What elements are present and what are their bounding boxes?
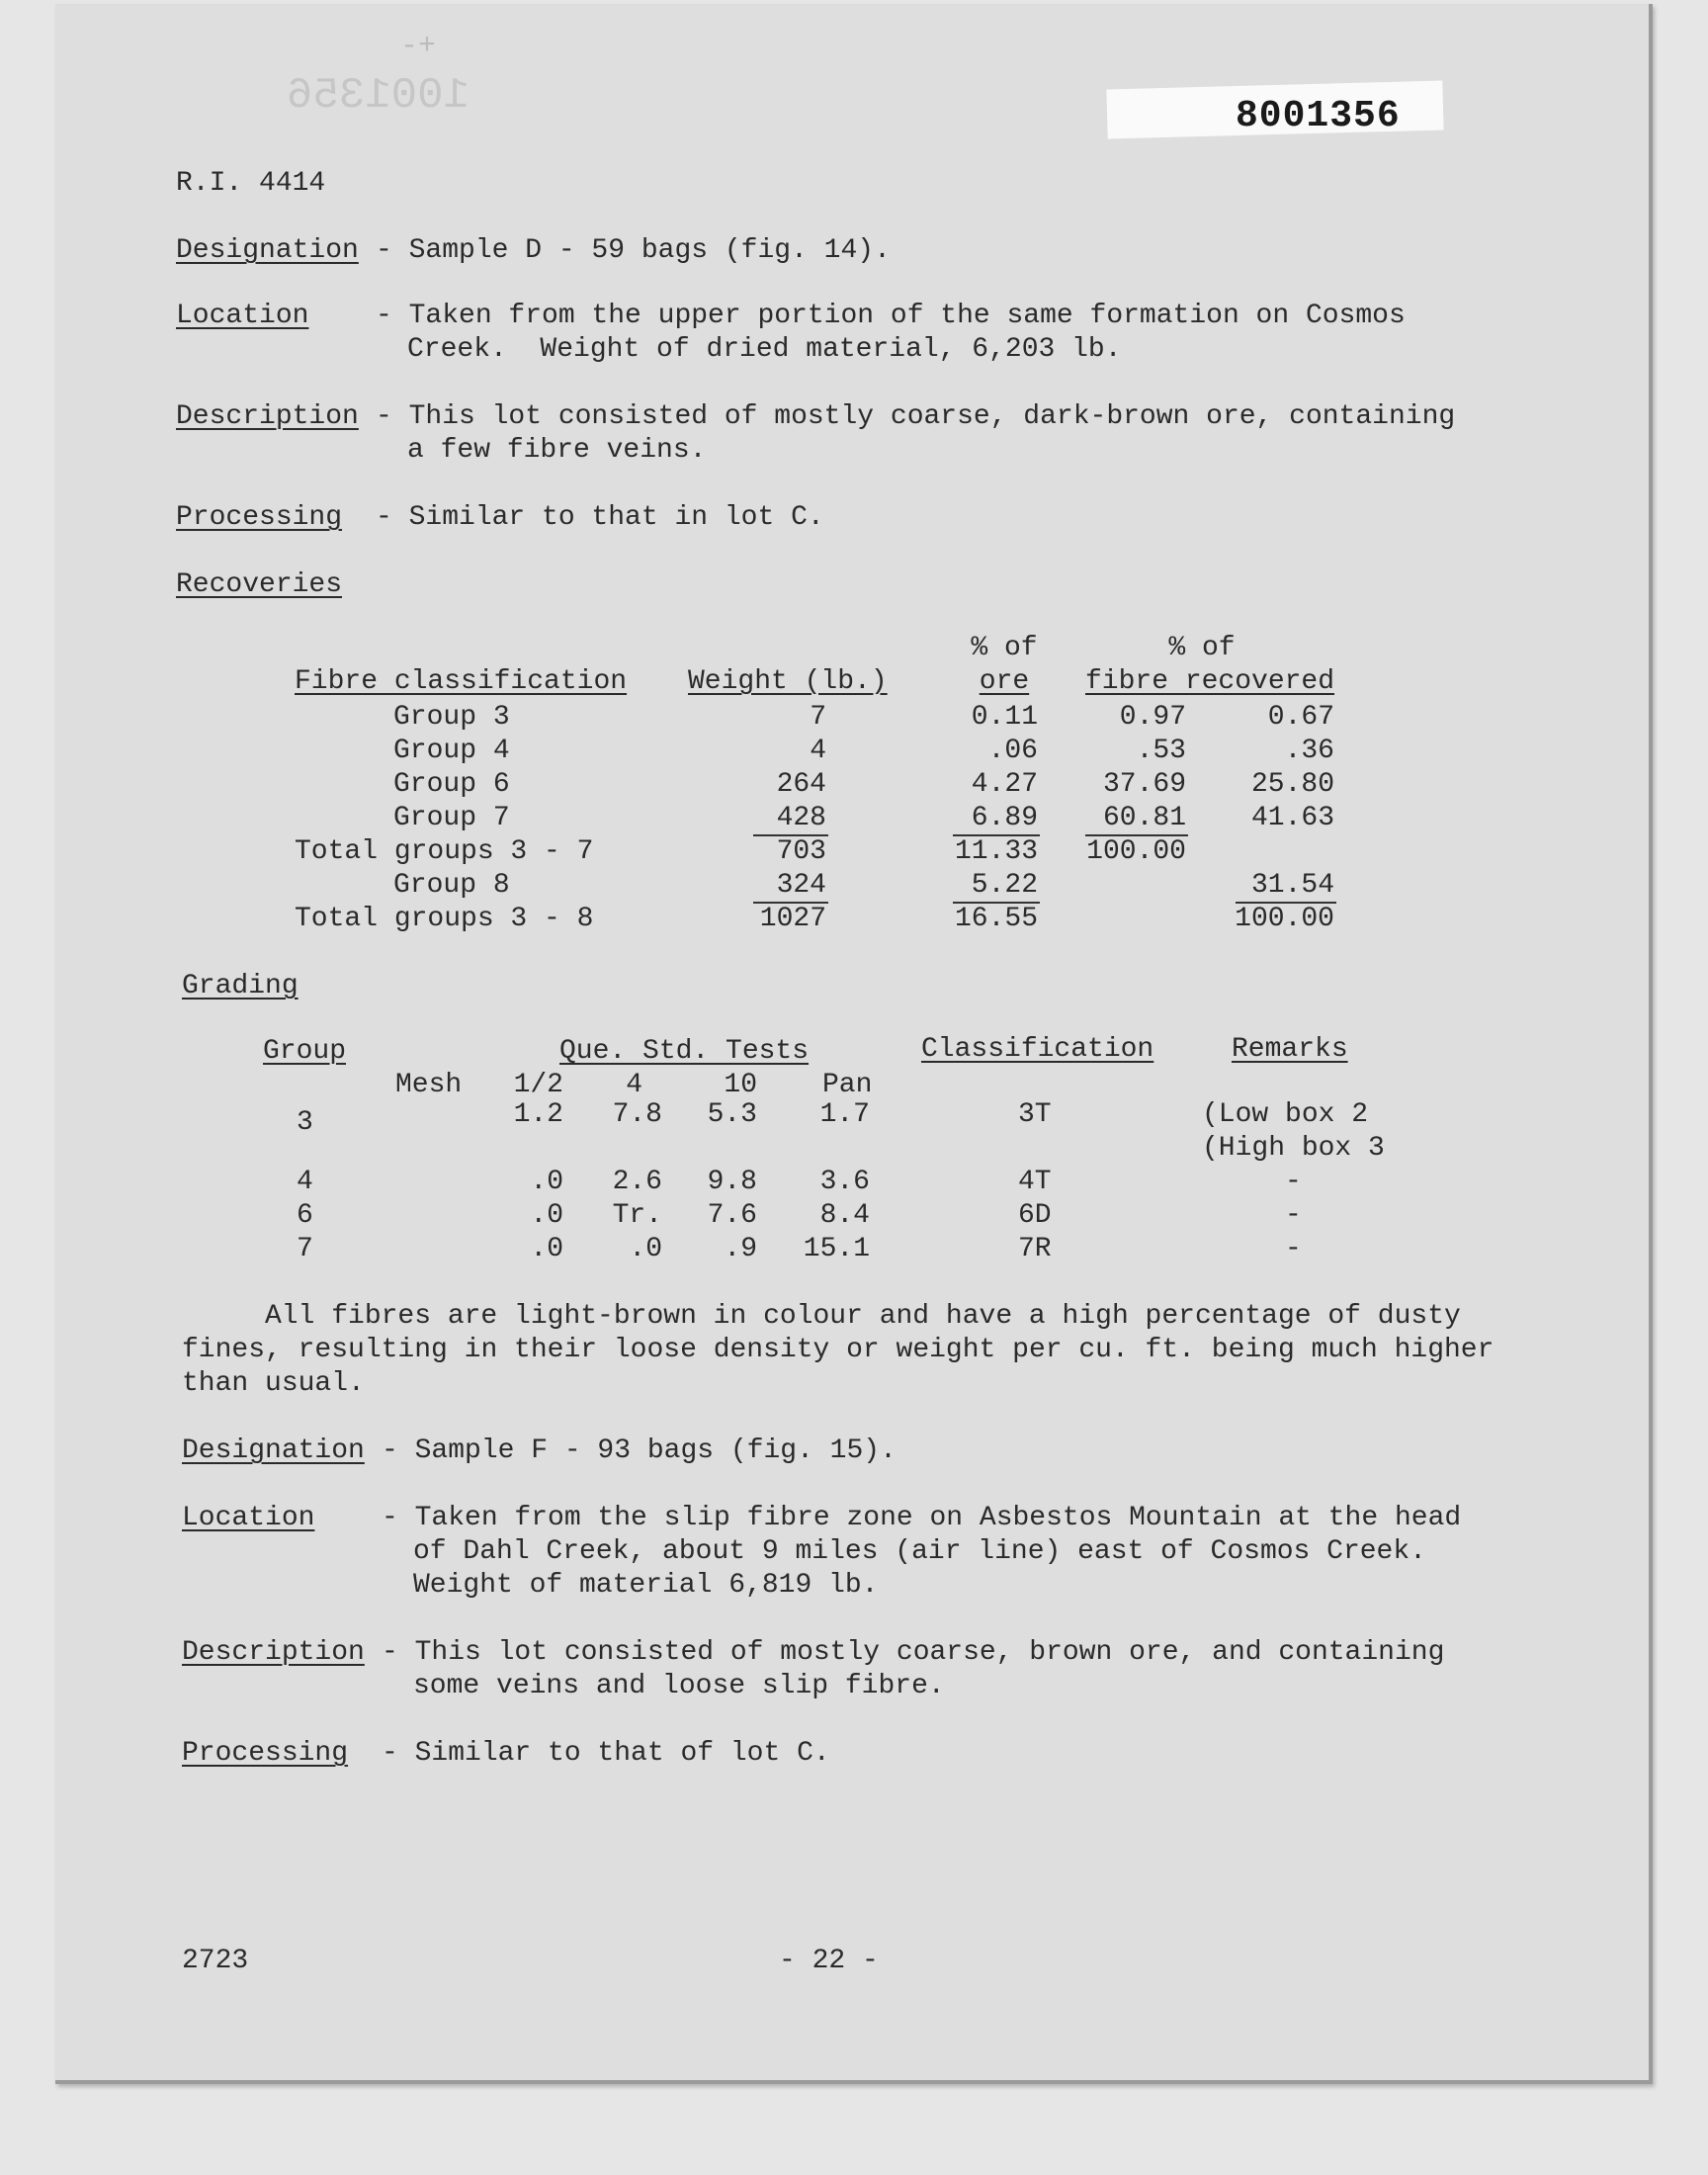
- designation-text: - Sample D - 59 bags (fig. 14).: [376, 235, 891, 266]
- processing-label: Processing: [176, 502, 343, 533]
- table-cell: 0.67: [1267, 702, 1334, 733]
- description-text: - This lot consisted of mostly coarse, brown ore, and containing: [382, 1637, 1445, 1668]
- table-cell: 31.54: [1250, 870, 1334, 901]
- description-text: some veins and loose slip fibre.: [413, 1671, 945, 1701]
- pct-fibre-header: fibre recovered: [1085, 666, 1335, 697]
- table-cell: .0: [530, 1234, 563, 1264]
- remark-text: -: [1285, 1167, 1302, 1197]
- description-text: a few fibre veins.: [407, 435, 707, 466]
- table-cell: 7.6: [707, 1200, 757, 1231]
- pct-ore-header: ore: [979, 666, 1030, 697]
- processing-label: Processing: [182, 1738, 349, 1769]
- page-number: - 22 -: [779, 1946, 879, 1976]
- table-cell: 1.7: [819, 1099, 870, 1130]
- table-cell: 428: [776, 803, 826, 833]
- table-cell: 8.4: [819, 1200, 870, 1231]
- table-cell: 5.22: [971, 870, 1038, 901]
- group-header: Group: [263, 1036, 347, 1067]
- location-label: Location: [182, 1503, 315, 1533]
- table-cell: 37.69: [1102, 769, 1186, 800]
- remark-text: (High box 3: [1202, 1133, 1385, 1164]
- footer-code: 2723: [182, 1946, 249, 1976]
- table-cell: .0: [629, 1234, 662, 1264]
- processing-text: - Similar to that of lot C.: [382, 1738, 830, 1769]
- description-label: Description: [182, 1637, 365, 1668]
- mesh-header: Mesh: [395, 1070, 463, 1100]
- table-cell: .36: [1284, 736, 1334, 766]
- location-text: of Dahl Creek, about 9 miles (air line) east of Cosmos Creek.: [413, 1536, 1426, 1567]
- location-text: Weight of material 6,819 lb.: [413, 1570, 879, 1601]
- grading-label: Grading: [182, 971, 299, 1001]
- table-cell: Tr.: [612, 1200, 662, 1231]
- table-row-label: Group 3: [393, 702, 510, 733]
- table-cell: .06: [987, 736, 1038, 766]
- table-row-label: Group 8: [393, 870, 510, 901]
- table-cell: 4T: [1018, 1167, 1052, 1197]
- table-cell: 60.81: [1102, 803, 1186, 833]
- fibre-classification-header: Fibre classification: [295, 666, 628, 697]
- remark-text: (Low box 2: [1202, 1099, 1369, 1130]
- table-cell: 100.00: [1235, 904, 1334, 934]
- table-cell: 11.33: [954, 836, 1038, 867]
- report-number: R.I. 4414: [176, 168, 326, 199]
- table-row-label: Group 6: [393, 769, 510, 800]
- description-text: - This lot consisted of mostly coarse, dark-brown ore, containing: [376, 401, 1456, 432]
- recoveries-label: Recoveries: [176, 569, 343, 600]
- table-cell: 3T: [1018, 1099, 1052, 1130]
- grading-row-group: 6: [297, 1200, 313, 1231]
- table-row-label: Total groups 3 - 7: [295, 836, 594, 867]
- table-cell: .9: [724, 1234, 757, 1264]
- note-text: fines, resulting in their loose density or weight per cu. ft. being much higher: [182, 1335, 1494, 1365]
- faint-mark: -+: [400, 30, 437, 63]
- table-cell: 5.3: [707, 1099, 757, 1130]
- mesh-10-header: 10: [724, 1070, 757, 1100]
- table-cell: 41.63: [1250, 803, 1334, 833]
- table-cell: .53: [1136, 736, 1186, 766]
- grading-row-group: 3: [297, 1107, 313, 1138]
- table-cell: 7R: [1018, 1234, 1052, 1264]
- table-cell: 16.55: [954, 904, 1038, 934]
- table-row-label: Total groups 3 - 8: [295, 904, 594, 934]
- remark-text: -: [1285, 1200, 1302, 1231]
- table-cell: 15.1: [803, 1234, 870, 1264]
- weight-header: Weight (lb.): [688, 666, 888, 697]
- table-cell: 3.6: [819, 1167, 870, 1197]
- table-cell: 4.27: [971, 769, 1038, 800]
- table-cell: .0: [530, 1167, 563, 1197]
- table-cell: 0.11: [971, 702, 1038, 733]
- table-cell: .0: [530, 1200, 563, 1231]
- mirror-stamp: 1001356: [287, 71, 470, 121]
- table-cell: 100.00: [1086, 836, 1186, 867]
- location-text: Creek. Weight of dried material, 6,203 lb.: [407, 334, 1122, 365]
- table-cell: 2.6: [612, 1167, 662, 1197]
- location-label: Location: [176, 301, 309, 331]
- classification-header: Classification: [921, 1034, 1154, 1065]
- table-cell: 4: [810, 736, 826, 766]
- table-cell: 6D: [1018, 1200, 1052, 1231]
- table-cell: 703: [776, 836, 826, 867]
- grading-row-group: 4: [297, 1167, 313, 1197]
- remarks-header: Remarks: [1232, 1034, 1348, 1065]
- table-cell: 7.8: [612, 1099, 662, 1130]
- processing-text: - Similar to that in lot C.: [376, 502, 824, 533]
- table-row-label: Group 7: [393, 803, 510, 833]
- note-text: than usual.: [182, 1368, 365, 1399]
- remark-text: -: [1285, 1234, 1302, 1264]
- grading-row-group: 7: [297, 1234, 313, 1264]
- mesh-half-header: 1/2: [513, 1070, 563, 1100]
- table-row-label: Group 4: [393, 736, 510, 766]
- location-text: - Taken from the upper portion of the same formation on Cosmos: [376, 301, 1406, 331]
- designation-label: Designation: [182, 1436, 365, 1466]
- table-cell: 25.80: [1250, 769, 1334, 800]
- pct-ore-header: % of: [971, 633, 1038, 663]
- table-cell: 0.97: [1119, 702, 1186, 733]
- table-cell: 324: [776, 870, 826, 901]
- location-text: - Taken from the slip fibre zone on Asbestos Mountain at the head: [382, 1503, 1462, 1533]
- tests-header: Que. Std. Tests: [559, 1036, 810, 1067]
- designation-text: - Sample F - 93 bags (fig. 15).: [382, 1436, 897, 1466]
- table-cell: 6.89: [971, 803, 1038, 833]
- description-label: Description: [176, 401, 359, 432]
- table-cell: 1027: [759, 904, 826, 934]
- designation-label: Designation: [176, 235, 359, 266]
- table-cell: 1.2: [513, 1099, 563, 1130]
- pct-fibre-header: % of: [1168, 633, 1236, 663]
- note-text: All fibres are light-brown in colour and have a high percentage of dusty: [265, 1301, 1461, 1332]
- table-cell: 7: [810, 702, 826, 733]
- table-cell: 264: [776, 769, 826, 800]
- stamp-number: 8001356: [1236, 95, 1401, 137]
- pan-header: Pan: [822, 1070, 873, 1100]
- mesh-4-header: 4: [626, 1070, 642, 1100]
- table-cell: 9.8: [707, 1167, 757, 1197]
